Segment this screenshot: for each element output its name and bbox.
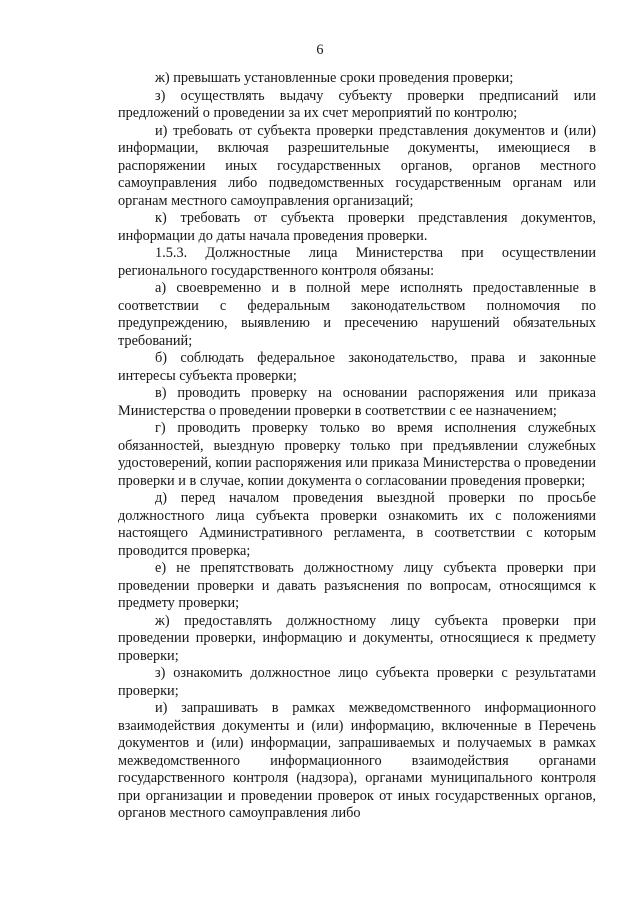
paragraph-i-interagency-request: и) запрашивать в рамках межведомственного информационного взаимодействия документы и (или) информацию, включенные в Перечень документов и (или) информации, запрашиваемых и получаемых в рамках межведомственного информационного взаимодействия органами государственного контроля (надзора), органами муниципального контроля при организации и проведении проверок от иных государственных органов, органов местного самоуправления либо xyxy=(118,700,596,821)
paragraph-i-demand-documents: и) требовать от субъекта проверки представления документов и (или) информации, включая разрешительные документы, имеющиеся в распоряжении иных государственных органов, органов местного самоуправления либо подведомственных государственным органам или органам местного самоуправления организаций; xyxy=(118,122,596,209)
paragraph-e-not-obstruct: е) не препятствовать должностному лицу субъекта проверки при проведении проверки и давать разъяснения по вопросам, относящимся к предмету проверки; xyxy=(118,560,596,611)
paragraph-d-familiarize-regulation: д) перед началом проведения выездной проверки по просьбе должностного лица субъекта проверки ознакомить их с положениями настоящего Административного регламента, в соответствии с которым проводится проверка; xyxy=(118,490,596,559)
paragraph-a-exercise-powers: а) своевременно и в полной мере исполнять предоставленные в соответствии с федеральным законодательством полномочия по предупреждению, выявлению и пресечению нарушений обязательных требований; xyxy=(118,280,596,349)
paragraph-k-demand-before-start: к) требовать от субъекта проверки представления документов, информации до даты начала проведения проверки. xyxy=(118,210,596,244)
paragraph-z-familiarize-results: з) ознакомить должностное лицо субъекта проверки с результатами проверки; xyxy=(118,665,596,699)
paragraph-b-observe-law: б) соблюдать федеральное законодательство, права и законные интересы субъекта проверки; xyxy=(118,350,596,384)
page-number: 6 xyxy=(316,42,324,58)
paragraph-g-inspection-duty-time: г) проводить проверку только во время исполнения служебных обязанностей, выездную проверку только при предъявлении служебных удостоверений, копии распоряжения или приказа Министерства о проведении проверки и в случае, копии документа о согласовании проведения проверки; xyxy=(118,420,596,489)
paragraph-z-issue-orders: з) осуществлять выдачу субъекту проверки предписаний или предложений о проведении за их счет мероприятий по контролю; xyxy=(118,87,596,121)
paragraph-v-inspection-basis: в) проводить проверку на основании распоряжения или приказа Министерства о проведении проверки в соответствии с ее назначением; xyxy=(118,385,596,419)
document-body xyxy=(118,70,596,823)
paragraph-1-5-3-obligations: 1.5.3. Должностные лица Министерства при осуществлении регионального государственного контроля обязаны: xyxy=(118,245,596,279)
paragraph-zh-exceed-deadlines: ж) превышать установленные сроки проведения проверки; xyxy=(155,70,514,86)
paragraph-zh-provide-information: ж) предоставлять должностному лицу субъекта проверки при проведении проверки, информацию и документы, относящиеся к предмету проверки; xyxy=(118,612,596,664)
